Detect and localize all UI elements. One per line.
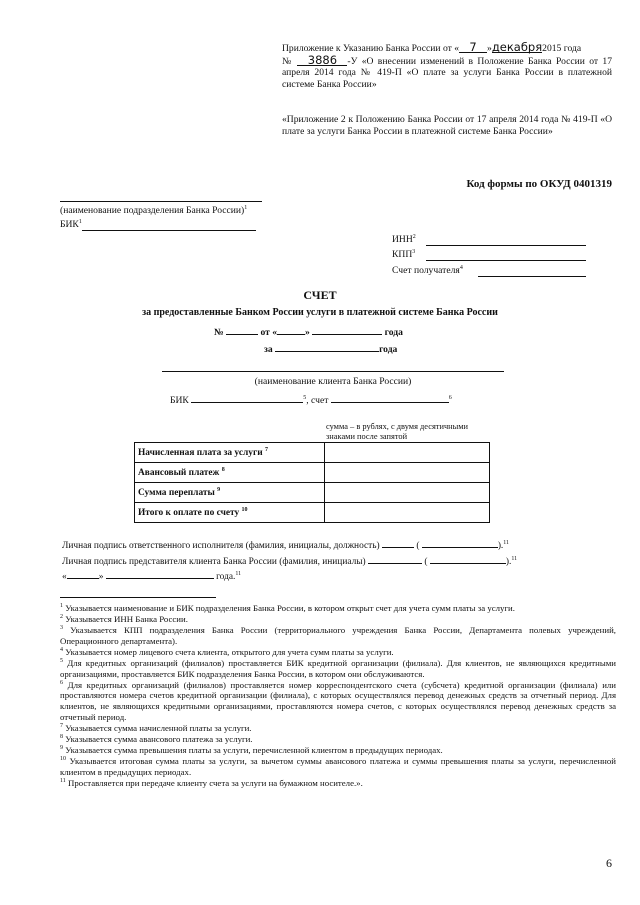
recipient-account-line (478, 276, 586, 277)
signature-date-row: « » года.$^{11}$ (62, 570, 242, 582)
table-row (135, 463, 490, 483)
footnote: $^{10}$ Указывается итоговая сумма платы за услуги, за вычетом суммы авансового платежа и суммы превышения платы за услуги, перечисленной клиентом в предыдущих периодах. (60, 755, 617, 777)
footnote: $^5$ Для кредитных организаций (филиалов) проставляется БИК кредитной организации (филиала). Для клиентов, не являющихся кредитными организациями, проставляется БИК подразделения Банка России, в котором они обслуживаются. (60, 657, 616, 679)
table-row (135, 483, 490, 503)
document-title: СЧЕТ (303, 288, 337, 302)
invoice-period-row: за года (264, 344, 398, 355)
client-caption: (наименование клиента Банка России) (254, 376, 412, 387)
row-accrued-fee-value (325, 443, 490, 463)
client-bik-row: БИК $^5$, счет $^6$ (170, 394, 452, 406)
branch-bik-line (82, 230, 256, 231)
footnote: $^7$ Указывается сумма начисленной платы за услуги. (60, 722, 252, 733)
table-row (135, 443, 490, 463)
footnote: $^6$ Для кредитных организаций (филиалов) проставляется номер корреспондентского счета (субсчета) кредитной организации (филиала) или проставляются номера счетов кредитной организации (филиала), с которых осуществлялся перевод денежных средств за отчетный период. Для клиентов, не являющихся кредитными организациями, проставляются номера счетов, с которых осуществлялся перевод денежных средств за отчетный период. (60, 679, 617, 722)
footnote: $^{11}$ Проставляется при передаче клиенту счета за услуги на бумажном носителе.». (60, 777, 363, 788)
appendix-month: декабря (491, 40, 543, 54)
footnote: $^3$ Указывается КПП подразделения Банка России (территориального учреждения Банка России, Департамента полевых учреждений, Операционного департамента). (60, 624, 616, 646)
kpp-label: КПП$^3$ (392, 248, 416, 260)
recipient-account-label: Счет получателя$^4$ (392, 264, 463, 276)
row-overpayment-label: Сумма переплаты $^9$ (135, 483, 325, 503)
footnote: $^1$ Указывается наименование и БИК подразделения Банка России, в котором открыт счет для учета сумм платы за услуги. (60, 603, 515, 613)
branch-name-line (60, 201, 262, 202)
branch-bik-label: БИК$^1$ (60, 218, 82, 230)
appendix-header (282, 42, 612, 91)
invoice-table (134, 442, 490, 523)
footnote: $^9$ Указывается сумма превышения платы за услуги, перечисленной клиентом в предыдущих периодах. (60, 744, 443, 755)
table-units-note: сумма – в рублях, с двумя десятичными знаками после запятой (326, 422, 469, 441)
footnote-separator (60, 597, 216, 598)
footnote: $^4$ Указывается номер лицевого счета клиента, открытого для учета сумм платы за услуги. (60, 646, 394, 657)
executor-signature-row: Личная подпись ответственного исполнителя (фамилия, инициалы, должность) ( ).$^{11}$ (62, 539, 510, 551)
document-subtitle: за предоставленные Банком России услуги в платежной системе Банка России (142, 307, 498, 318)
footnote: $^8$ Указывается сумма авансового платежа за услуги. (60, 733, 253, 744)
appendix-number: 3886 (297, 55, 347, 66)
client-signature-row: Личная подпись представителя клиента Банка России (фамилия, инициалы) ( ).$^{11}$ (62, 555, 518, 567)
client-name-line (162, 371, 504, 372)
page-number: 6 (606, 856, 612, 870)
row-total-due-label: Итого к оплате по счету $^{10}$ (135, 503, 325, 523)
footnotes (60, 603, 616, 789)
kpp-line (426, 260, 586, 261)
table-row (135, 503, 490, 523)
appendix-day: 7 (459, 42, 487, 53)
appendix-line1: Приложение к Указанию Банка России от « 7 »декабря2015 года (282, 40, 582, 54)
inn-line (426, 245, 586, 246)
row-total-due-value (325, 503, 490, 523)
row-advance-payment-label: Авансовый платеж $^8$ (135, 463, 325, 483)
inn-label: ИНН$^2$ (392, 233, 416, 245)
form-code: Код формы по ОКУД 0401319 (466, 178, 612, 190)
row-accrued-fee-label: Начисленная плата за услуги $^7$ (135, 443, 325, 463)
row-overpayment-value (325, 483, 490, 503)
invoice-number-row: № от « » года (214, 327, 403, 338)
row-advance-payment-value (325, 463, 490, 483)
annex-2-note: «Приложение 2 к Положению Банка России от 17 апреля 2014 года № 419-П «О плате за услуги Банка России в платежной системе Банка России» (282, 114, 612, 137)
footnote: $^2$ Указывается ИНН Банка России. (60, 613, 188, 624)
appendix-line2: № 3886 -У «О внесении изменений в Положение Банка России от 17 апреля 2014 года № 419-П «О плате за услуги Банка России в платежной системе Банка России» (282, 52, 612, 91)
branch-caption: (наименование подразделения Банка России)$^1$ (60, 204, 248, 216)
